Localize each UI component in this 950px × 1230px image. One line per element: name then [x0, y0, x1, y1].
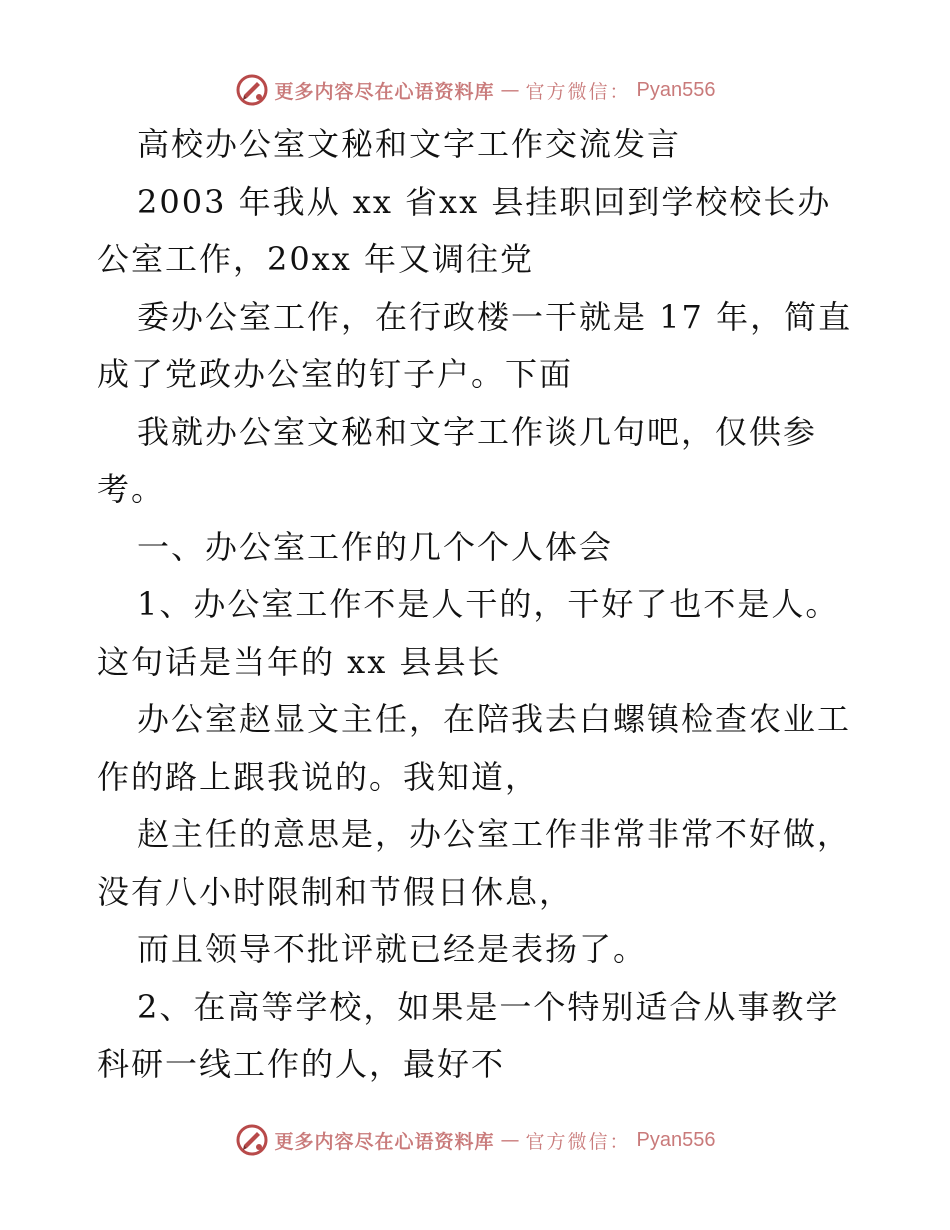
- banner-separator: —: [500, 1129, 520, 1151]
- document-line: 办公室赵显文主任，在陪我去白螺镇检查农业工: [137, 700, 852, 738]
- banner-brand-text: 更多内容尽在心语资料库: [274, 1130, 495, 1153]
- footer-banner: [0, 1120, 950, 1160]
- document-line: 这句话是当年的 xx 县县长: [97, 642, 502, 681]
- banner-wechat-id: Pyan556: [636, 1128, 716, 1151]
- banner-brand-text: 更多内容尽在心语资料库: [274, 80, 495, 103]
- banner-wechat-label: 官方微信：: [525, 1130, 631, 1153]
- document-line: 我就办公室文秘和文字工作谈几句吧，仅供参: [137, 412, 818, 451]
- document-line: 高校办公室文秘和文字工作交流发言: [137, 125, 682, 163]
- document-line: 委办公室工作，在行政楼一干就是 17 年，简直: [137, 297, 853, 336]
- document-line: 1、办公室工作不是人干的，干好了也不是人。: [137, 585, 840, 623]
- document-line: 一、办公室工作的几个个人体会: [137, 527, 614, 566]
- document-body: [97, 116, 857, 1094]
- document-line: 考。: [97, 470, 166, 508]
- document-line: 赵主任的意思是，办公室工作非常非常不好做，: [137, 815, 852, 853]
- document-line: 2003 年我从 xx 省xx 县挂职回到学校校长办: [137, 182, 832, 221]
- document-line: 科研一线工作的人，最好不: [97, 1045, 506, 1083]
- document-line: 2、在高等学校，如果是一个特别适合从事教学: [137, 987, 840, 1026]
- banner-separator: —: [500, 79, 520, 101]
- document-line: 而且领导不批评就已经是表扬了。: [137, 930, 648, 968]
- brand-logo-icon: [235, 73, 269, 107]
- document-line: 作的路上跟我说的。我知道，: [97, 757, 540, 796]
- banner-wechat-label: 官方微信：: [525, 80, 631, 103]
- brand-logo-icon: [235, 1123, 269, 1157]
- document-line: 公室工作，20xx 年又调往党: [97, 240, 534, 278]
- document-line: 成了党政办公室的钉子户。下面: [97, 355, 574, 393]
- document-line: 没有八小时限制和节假日休息，: [97, 872, 574, 911]
- banner-wechat-id: Pyan556: [636, 78, 716, 101]
- header-banner: [0, 70, 950, 110]
